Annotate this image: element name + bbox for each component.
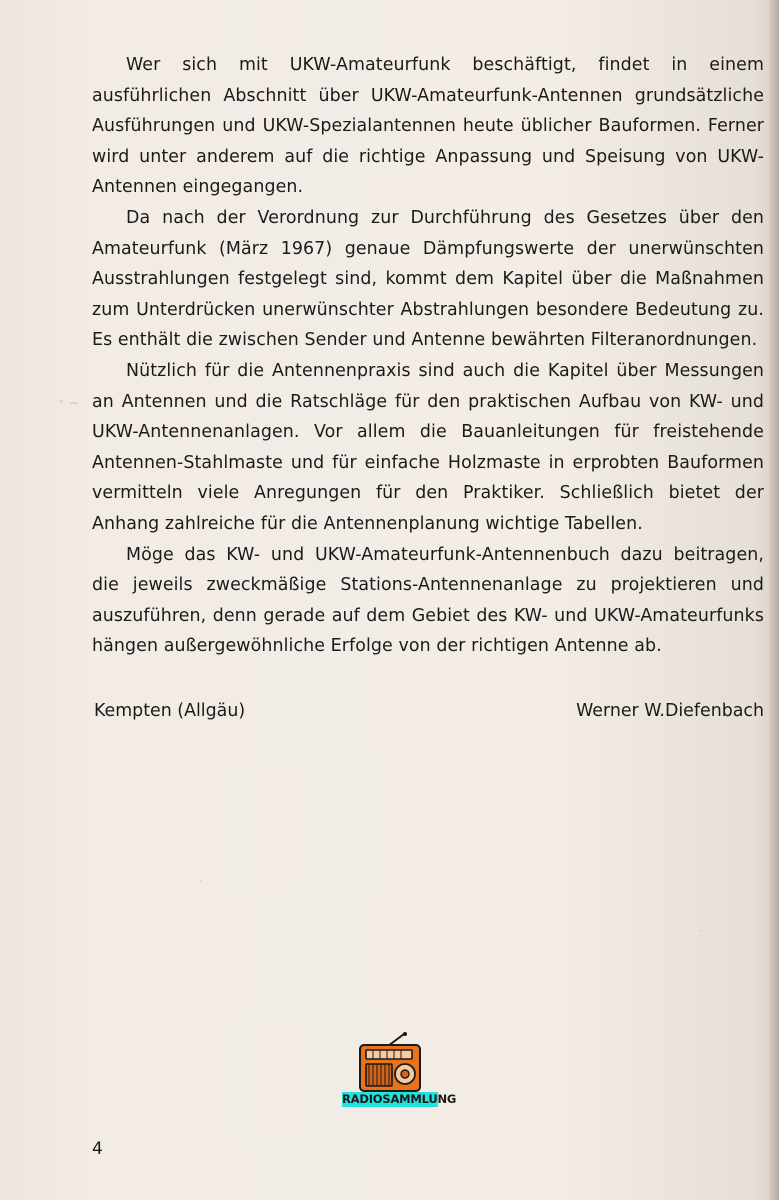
page-number: 4 — [92, 1139, 103, 1159]
paper-speck — [70, 402, 78, 404]
signature-place: Kempten (Allgäu) — [94, 700, 246, 721]
paragraph-1: Wer sich mit UKW-Amateurfunk beschäftigt, findet in einem ausführlichen Abschnitt über UKW-Amateurfunk-Antennen grundsätzliche Ausführungen und UKW-Spezialantennen heute üblicher Bauformen. Ferner wird unter anderem auf die richtige Anpassung und Speisung von UKW-Antennen eingegangen. — [92, 55, 764, 198]
body-text — [92, 50, 764, 726]
radio-icon — [342, 1032, 438, 1094]
paragraph-3: Nützlich für die Antennenpraxis sind auch die Kapitel über Messungen an Antennen und die Ratschläge für den praktischen Aufbau von KW- und UKW-Antennenanlagen. Vor allem die Bauanleitungen für freistehende Antennen-Stahlmaste und für einfache Holzmaste in erprobten Bauformen vermitteln viele Anregungen für den Praktiker. Schließlich bietet der Anhang zahlreiche für die Antennenplanung wichtige Tabellen. — [92, 360, 764, 534]
paragraph-2: Da nach der Verordnung zur Durchführung des Gesetzes über den Amateurfunk (März 1967) genaue Dämpfungswerte der unerwünschten Ausstrahlungen festgelegt sind, kommt dem Kapitel über die Maßnahmen zum Unterdrücken unerwünschter Abstrahlungen besondere Bedeutung zu. Es enthält die zwischen Sender und Antenne bewährten Filteranordnungen. — [92, 207, 764, 351]
signature-row — [92, 696, 764, 727]
paper-speck — [200, 880, 202, 882]
watermark-label: RADIOSAMMLUNG — [342, 1092, 457, 1106]
paper-speck — [700, 930, 702, 932]
radiosammlung-watermark — [342, 1032, 457, 1112]
signature-author: Werner W.Diefenbach — [576, 700, 764, 721]
paragraph-4: Möge das KW- und UKW-Amateurfunk-Antennenbuch dazu beitragen, die jeweils zweckmäßige Stations-Antennenanlage zu projektieren und auszuführen, denn gerade auf dem Gebiet des KW- und UKW-Amateurfunks hängen außergewöhnliche Erfolge von der richtigen Antenne ab. — [92, 544, 764, 657]
paper-speck — [60, 400, 63, 403]
